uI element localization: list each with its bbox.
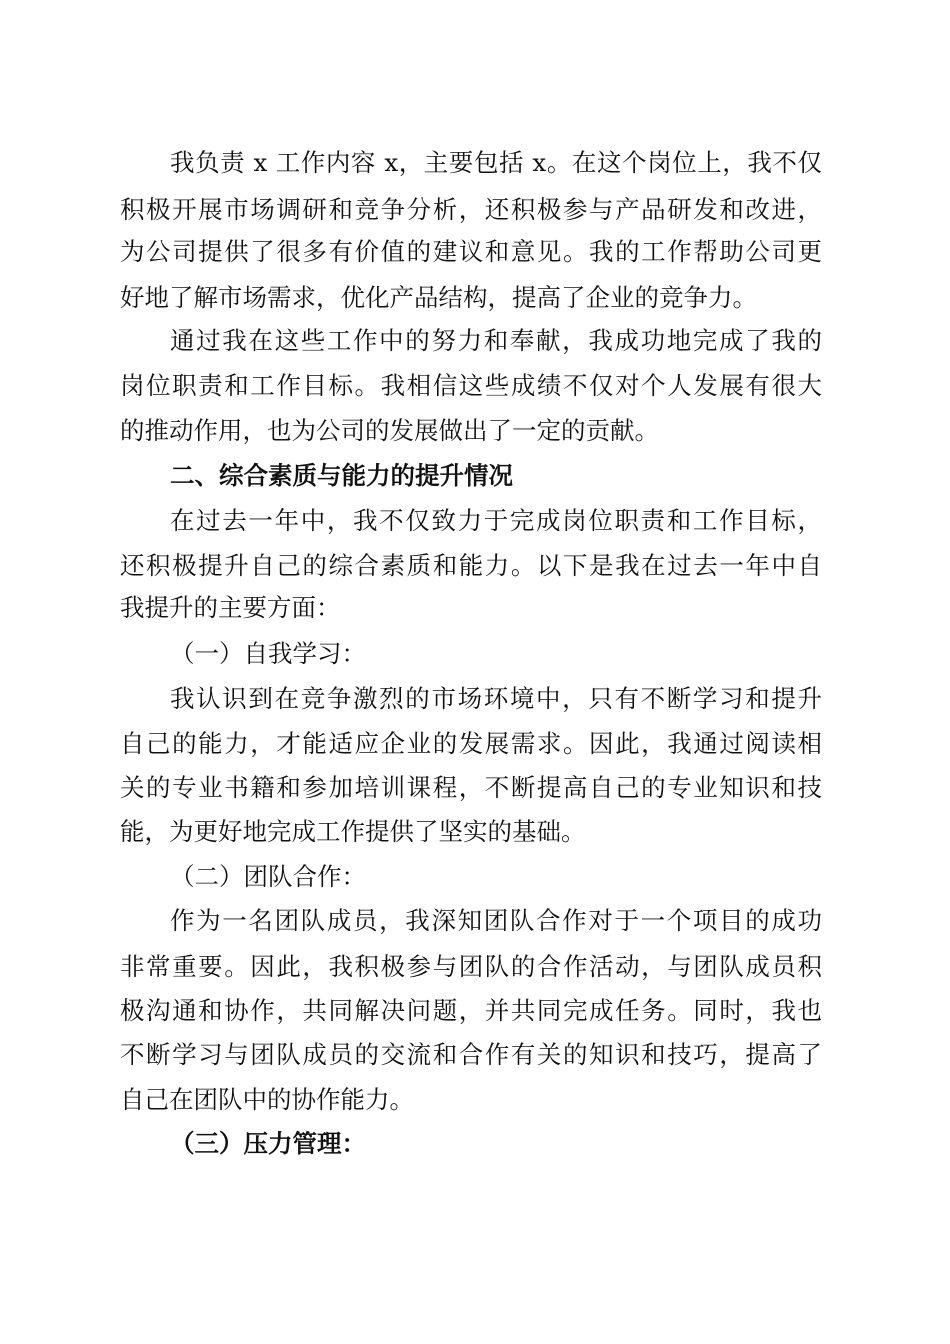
- paragraph-4-line-4: 能，为更好地完成工作提供了坚实的基础。: [120, 817, 586, 846]
- subheading-2: （二）团队合作：: [170, 862, 366, 891]
- paragraph-5-line-2: 非常重要。因此，我积极参与团队的合作活动，与团队成员积: [120, 952, 822, 981]
- paragraph-4-line-2: 自己的能力，才能适应企业的发展需求。因此，我通过阅读相: [120, 729, 822, 758]
- paragraph-5-line-5: 自己在团队中的协作能力。: [120, 1085, 414, 1114]
- paragraph-2-line-3: 的推动作用，也为公司的发展做出了一定的贡献。: [120, 416, 659, 445]
- paragraph-4-line-3: 关的专业书籍和参加培训课程，不断提高自己的专业知识和技: [120, 773, 822, 802]
- paragraph-5-line-1: 作为一名团队成员，我深知团队合作对于一个项目的成功: [170, 906, 822, 935]
- section-heading: 二、综合素质与能力的提升情况: [170, 461, 513, 490]
- paragraph-2-line-1: 通过我在这些工作中的努力和奉献，我成功地完成了我的: [170, 326, 822, 355]
- paragraph-5-line-3: 极沟通和协作，共同解决问题，并共同完成任务。同时，我也: [120, 996, 822, 1025]
- paragraph-5-line-4: 不断学习与团队成员的交流和合作有关的知识和技巧，提高了: [120, 1040, 822, 1069]
- subheading-3: （三）压力管理：: [170, 1129, 366, 1158]
- subheading-1: （一）自我学习：: [170, 639, 366, 668]
- paragraph-1-line-4: 好地了解市场需求，优化产品结构，提高了企业的竞争力。: [120, 283, 757, 312]
- paragraph-1-line-2: 积极开展市场调研和竞争分析，还积极参与产品研发和改进，: [120, 195, 822, 224]
- paragraph-4-line-1: 我认识到在竞争激烈的市场环境中，只有不断学习和提升: [170, 684, 822, 713]
- paragraph-3-line-3: 我提升的主要方面：: [120, 593, 341, 622]
- paragraph-1-line-1: 我负责 x 工作内容 x，主要包括 x。在这个岗位上，我不仅: [170, 148, 822, 177]
- paragraph-2-line-2: 岗位职责和工作目标。我相信这些成绩不仅对个人发展有很大: [120, 371, 822, 400]
- paragraph-3-line-2: 还积极提升自己的综合素质和能力。以下是我在过去一年中自: [120, 551, 822, 580]
- paragraph-1-line-3: 为公司提供了很多有价值的建议和意见。我的工作帮助公司更: [120, 237, 822, 266]
- paragraph-3-line-1: 在过去一年中，我不仅致力于完成岗位职责和工作目标，: [170, 506, 822, 535]
